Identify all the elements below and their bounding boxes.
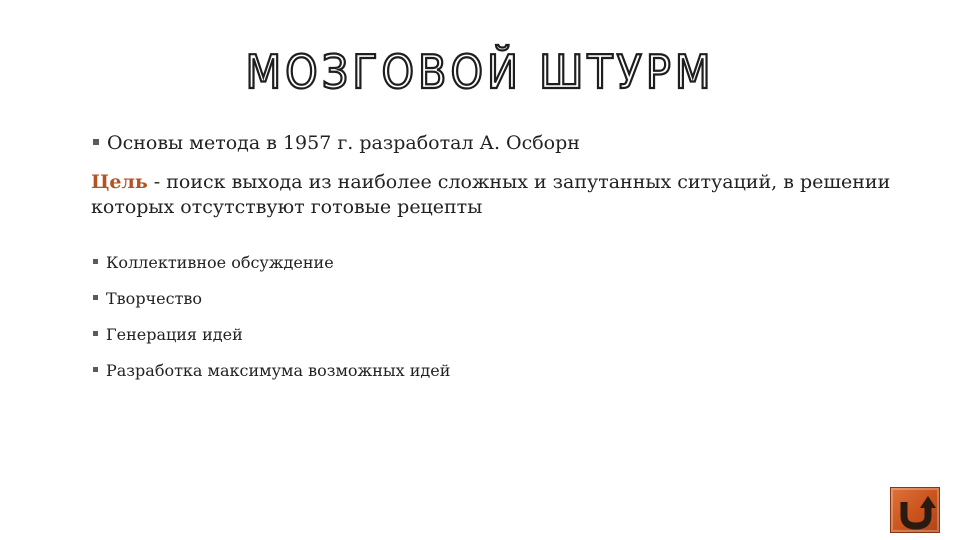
list-item-label: Коллективное обсуждение — [106, 253, 334, 272]
list-item — [93, 360, 450, 396]
return-button[interactable] — [890, 487, 940, 533]
goal-text: - поиск выхода из наиболее сложных и запутанных ситуаций, в решении которых отсутствуют готовые рецепты — [91, 171, 891, 218]
list-item-label: Разработка максимума возможных идей — [106, 361, 451, 380]
feature-list — [93, 252, 450, 396]
intro-text: Основы метода в 1957 г. разработал А. Осборн — [107, 132, 580, 154]
slide-title: МОЗГОВОЙ ШТУРМ — [245, 45, 715, 99]
list-item-label: Творчество — [106, 289, 203, 308]
goal-paragraph — [91, 170, 891, 220]
list-item — [93, 288, 450, 324]
bullet-icon — [93, 367, 98, 372]
intro-line — [93, 130, 580, 156]
bullet-icon — [93, 139, 99, 145]
bullet-icon — [93, 331, 98, 336]
list-item-label: Генерация идей — [106, 325, 243, 344]
list-item — [93, 252, 450, 288]
bullet-icon — [93, 295, 98, 300]
bullet-icon — [93, 259, 98, 264]
goal-label: Цель — [91, 171, 148, 193]
u-turn-arrow-icon — [896, 492, 936, 530]
list-item — [93, 324, 450, 360]
